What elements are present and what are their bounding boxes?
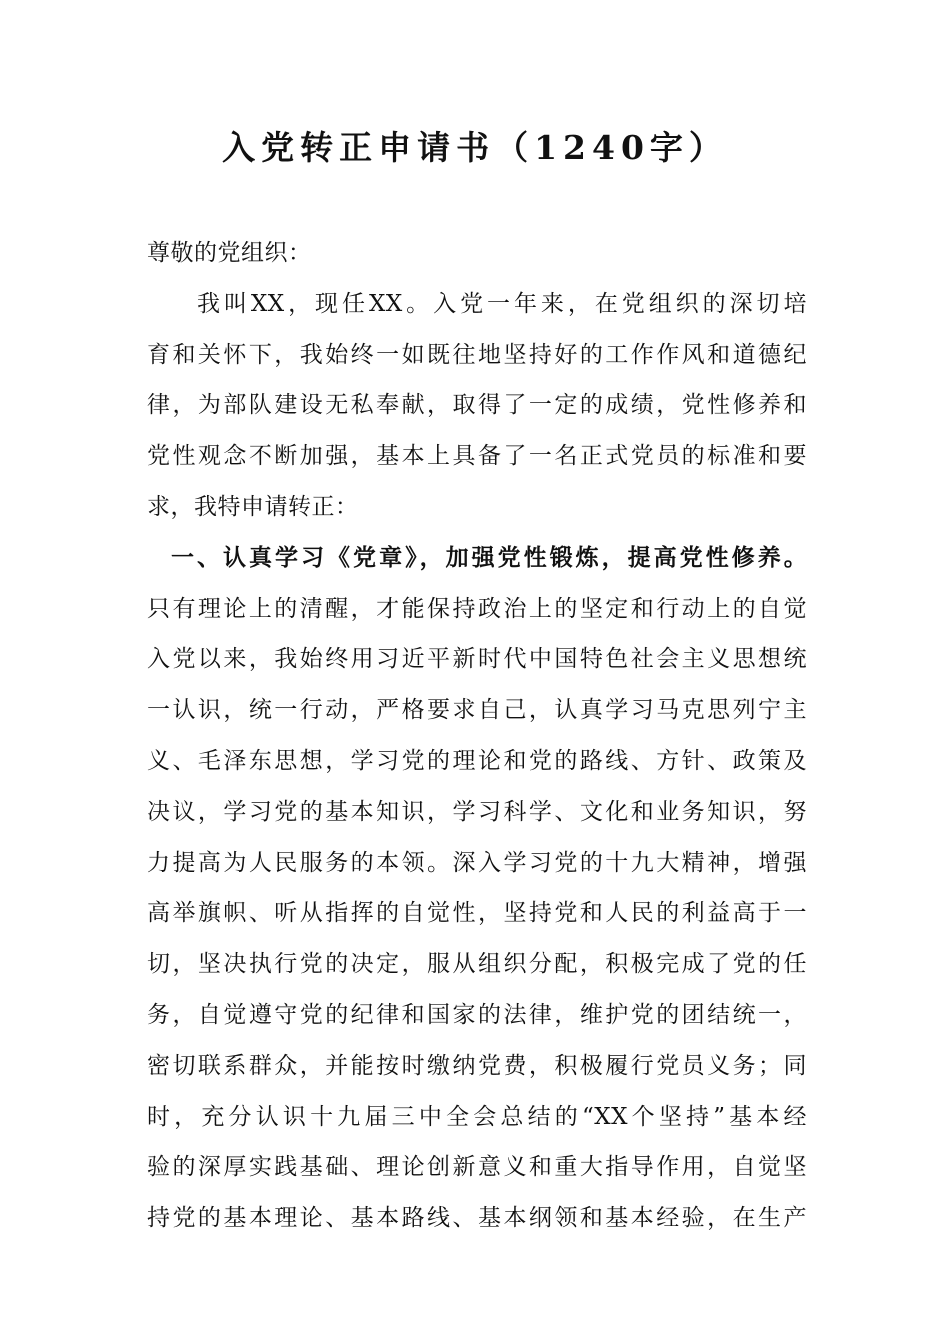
paragraph-line: 只有理论上的清醒，才能保持政治上的坚定和行动上的自觉 — [147, 595, 807, 622]
paragraph-line: 高举旗帜、听从指挥的自觉性，坚持党和人民的利益高于一 — [147, 900, 807, 927]
paragraph-line: 决议，学习党的基本知识，学习科学、文化和业务知识，努 — [147, 798, 807, 825]
paragraph-line: 力提高为人民服务的本领。深入学习党的十九大精神，增强 — [147, 849, 807, 876]
paragraph-line: 律，为部队建设无私奉献，取得了一定的成绩，党性修养和 — [147, 392, 807, 419]
salutation: 尊敬的党组织： — [147, 240, 312, 266]
paragraph-line: 义、毛泽东思想，学习党的理论和党的路线、方针、政策及 — [147, 747, 807, 774]
paragraph-line: 求，我特申请转正： — [147, 493, 359, 520]
paragraph-line: 持党的基本理论、基本路线、基本纲领和基本经验，在生产 — [147, 1205, 807, 1232]
section-heading: 一、认真学习《党章》，加强党性锻炼，提高党性修养。 — [171, 544, 807, 571]
paragraph-line: 时，充分认识十九届三中全会总结的“XX个坚持”基本经 — [147, 1103, 807, 1130]
paragraph-line: 切，坚决执行党的决定，服从组织分配，积极完成了党的任 — [147, 951, 807, 978]
paragraph-line: 一认识，统一行动，严格要求自己，认真学习马克思列宁主 — [147, 697, 807, 724]
paragraph-line: 务，自觉遵守党的纪律和国家的法律，维护党的团结统一， — [147, 1001, 807, 1028]
document-body — [147, 228, 807, 1244]
paragraph-line: 党性观念不断加强，基本上具备了一名正式党员的标准和要 — [147, 443, 807, 470]
paragraph-line: 验的深厚实践基础、理论创新意义和重大指导作用，自觉坚 — [147, 1154, 807, 1181]
document-title: 入党转正申请书（1240字） — [222, 128, 728, 167]
paragraph-line: 入党以来，我始终用习近平新时代中国特色社会主义思想统 — [147, 646, 807, 673]
paragraph-line: 我叫XX，现任XX。入党一年来，在党组织的深切培 — [197, 290, 807, 317]
paragraph-line: 育和关怀下，我始终一如既往地坚持好的工作作风和道德纪 — [147, 341, 807, 368]
paragraph-line: 密切联系群众，并能按时缴纳党费，积极履行党员义务；同 — [147, 1052, 807, 1079]
